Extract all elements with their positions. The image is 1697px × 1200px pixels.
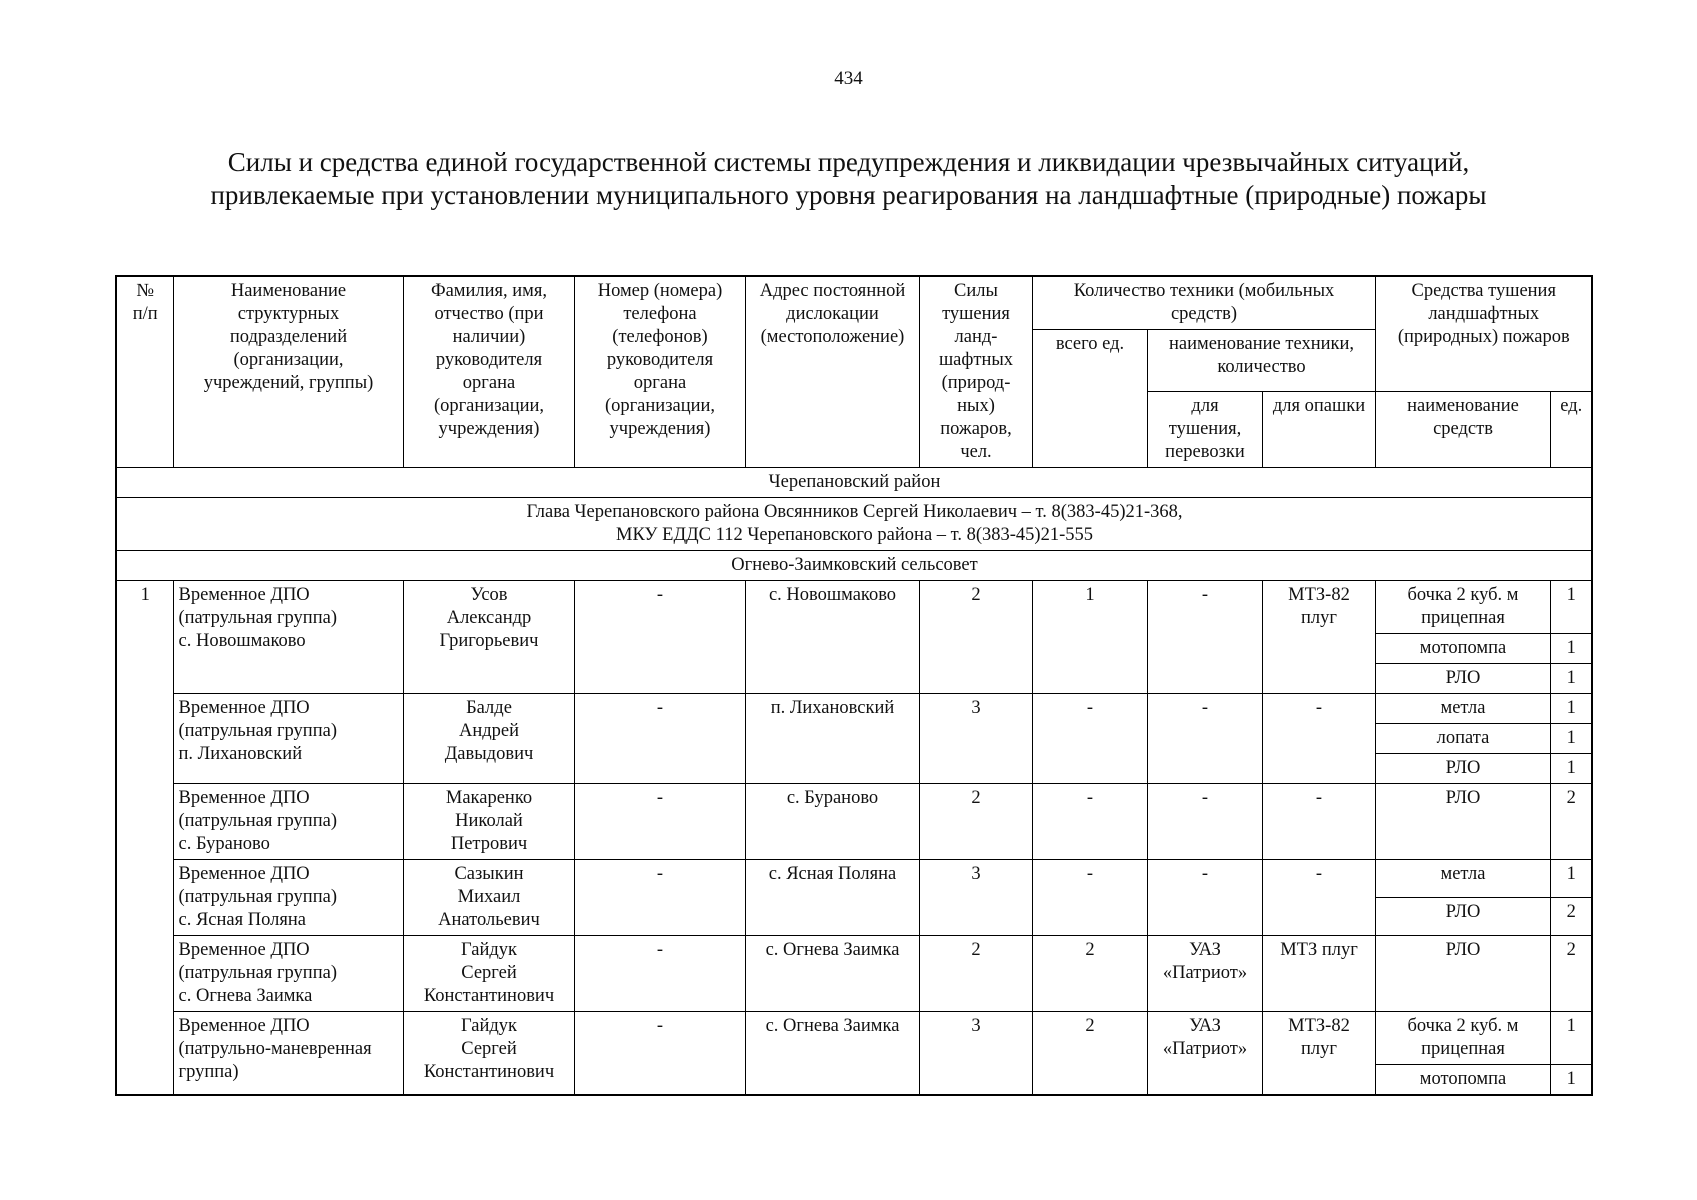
- header-units: ед.: [1550, 392, 1592, 468]
- table-row: [116, 1012, 1592, 1065]
- forces-count: 2: [919, 784, 1032, 860]
- means-name: бочка 2 куб. м прицепная: [1375, 581, 1550, 634]
- table-row: [116, 694, 1592, 724]
- equipment-plowing: МТЗ-82 плуг: [1262, 1012, 1375, 1096]
- equipment-total: 2: [1032, 936, 1147, 1012]
- district-row: [116, 468, 1592, 498]
- council-row: [116, 551, 1592, 581]
- header-unit: Наименование структурных подразделений (организации, учреждений, группы): [173, 276, 403, 468]
- head-name: Усов Александр Григорьевич: [403, 581, 574, 694]
- equipment-fighting: -: [1147, 581, 1262, 694]
- unit-name: Временное ДПО (патрульная группа) п. Лихановский: [173, 694, 403, 784]
- header-for-fighting: для тушения, перевозки: [1147, 392, 1262, 468]
- means-qty: 1: [1550, 1012, 1592, 1065]
- forces-count: 3: [919, 694, 1032, 784]
- forces-count: 3: [919, 1012, 1032, 1096]
- address: с. Огнева Заимка: [745, 1012, 919, 1096]
- equipment-total: -: [1032, 694, 1147, 784]
- means-qty: 1: [1550, 724, 1592, 754]
- means-qty: 1: [1550, 860, 1592, 898]
- head-info-row: [116, 498, 1592, 551]
- means-qty: 1: [1550, 754, 1592, 784]
- head-name: Макаренко Николай Петрович: [403, 784, 574, 860]
- unit-name: Временное ДПО (патрульная группа) с. Новошмаково: [173, 581, 403, 694]
- forces-count: 2: [919, 581, 1032, 694]
- equipment-fighting: УАЗ «Патриот»: [1147, 1012, 1262, 1096]
- phone-number: -: [574, 936, 745, 1012]
- table-body: [116, 468, 1592, 1096]
- header-means-name: наименование средств: [1375, 392, 1550, 468]
- equipment-fighting: -: [1147, 860, 1262, 936]
- page-number: 434: [834, 68, 863, 89]
- council-name: Огнево-Заимковский сельсовет: [116, 551, 1592, 581]
- equipment-plowing: -: [1262, 860, 1375, 936]
- unit-name: Временное ДПО (патрульная группа) с. Ясная Поляна: [173, 860, 403, 936]
- header-total: всего ед.: [1032, 330, 1147, 468]
- head-name: Гайдук Сергей Константинович: [403, 936, 574, 1012]
- forces-table: [115, 275, 1593, 1096]
- means-name: РЛО: [1375, 936, 1550, 1012]
- unit-name: Временное ДПО (патрульная группа) с. Бураново: [173, 784, 403, 860]
- equipment-fighting: -: [1147, 694, 1262, 784]
- head-info-line-2: МКУ ЕДДС 112 Черепановского района – т. 8(383-45)21-555: [616, 525, 1093, 545]
- equipment-plowing: -: [1262, 784, 1375, 860]
- address: с. Огнева Заимка: [745, 936, 919, 1012]
- means-name: РЛО: [1375, 664, 1550, 694]
- head-name: Гайдук Сергей Константинович: [403, 1012, 574, 1096]
- means-name: РЛО: [1375, 754, 1550, 784]
- equipment-fighting: -: [1147, 784, 1262, 860]
- row-number: 1: [116, 581, 173, 1096]
- head-info-line-1: Глава Черепановского района Овсянников Сергей Николаевич – т. 8(383-45)21-368,: [526, 502, 1183, 522]
- header-head-name: Фамилия, имя, отчество (при наличии) руководителя органа (организации, учреждения): [403, 276, 574, 468]
- district-name: Черепановский район: [116, 468, 1592, 498]
- equipment-plowing: МТЗ-82 плуг: [1262, 581, 1375, 694]
- document-title: [0, 146, 1697, 212]
- means-name: РЛО: [1375, 898, 1550, 936]
- means-name: мотопомпа: [1375, 634, 1550, 664]
- means-name: метла: [1375, 694, 1550, 724]
- phone-number: -: [574, 694, 745, 784]
- header-equipment: Количество техники (мобильных средств): [1032, 276, 1375, 330]
- equipment-total: -: [1032, 860, 1147, 936]
- means-qty: 2: [1550, 936, 1592, 1012]
- means-qty: 2: [1550, 898, 1592, 936]
- equipment-plowing: -: [1262, 694, 1375, 784]
- header-row-1: [116, 276, 1592, 330]
- forces-count: 3: [919, 860, 1032, 936]
- equipment-total: -: [1032, 784, 1147, 860]
- head-info: [116, 498, 1592, 551]
- means-name: метла: [1375, 860, 1550, 898]
- means-name: РЛО: [1375, 784, 1550, 860]
- table-row: [116, 860, 1592, 898]
- means-qty: 1: [1550, 694, 1592, 724]
- table-row: [116, 581, 1592, 634]
- table-row: [116, 784, 1592, 860]
- equipment-fighting: УАЗ «Патриот»: [1147, 936, 1262, 1012]
- phone-number: -: [574, 1012, 745, 1096]
- address: с. Ясная Поляна: [745, 860, 919, 936]
- header-forces: Силы тушения ланд- шафтных (природ- ных) пожаров, чел.: [919, 276, 1032, 468]
- unit-name: Временное ДПО (патрульно-маневренная группа): [173, 1012, 403, 1096]
- header-equipment-names: наименование техники, количество: [1147, 330, 1375, 392]
- title-line-2: привлекаемые при установлении муниципального уровня реагирования на ландшафтные (природные) пожары: [210, 180, 1487, 210]
- means-name: бочка 2 куб. м прицепная: [1375, 1012, 1550, 1065]
- means-name: лопата: [1375, 724, 1550, 754]
- header-address: Адрес постоянной дислокации (местоположение): [745, 276, 919, 468]
- header-means: Средства тушения ландшафтных (природных) пожаров: [1375, 276, 1592, 392]
- means-qty: 1: [1550, 634, 1592, 664]
- equipment-total: 1: [1032, 581, 1147, 694]
- head-name: Балде Андрей Давыдович: [403, 694, 574, 784]
- address: с. Бураново: [745, 784, 919, 860]
- phone-number: -: [574, 784, 745, 860]
- unit-name: Временное ДПО (патрульная группа) с. Огнева Заимка: [173, 936, 403, 1012]
- address: с. Новошмаково: [745, 581, 919, 694]
- means-qty: 2: [1550, 784, 1592, 860]
- equipment-plowing: МТЗ плуг: [1262, 936, 1375, 1012]
- phone-number: -: [574, 860, 745, 936]
- table-row: [116, 936, 1592, 1012]
- means-name: мотопомпа: [1375, 1065, 1550, 1096]
- header-num: № п/п: [116, 276, 173, 468]
- header-for-plowing: для опашки: [1262, 392, 1375, 468]
- means-qty: 1: [1550, 1065, 1592, 1096]
- address: п. Лихановский: [745, 694, 919, 784]
- head-name: Сазыкин Михаил Анатольевич: [403, 860, 574, 936]
- title-line-1: Силы и средства единой государственной системы предупреждения и ликвидации чрезвычайных ситуаций,: [227, 147, 1470, 177]
- forces-count: 2: [919, 936, 1032, 1012]
- means-qty: 1: [1550, 581, 1592, 634]
- phone-number: -: [574, 581, 745, 694]
- header-phone: Номер (номера) телефона (телефонов) руководителя органа (организации, учреждения): [574, 276, 745, 468]
- equipment-total: 2: [1032, 1012, 1147, 1096]
- means-qty: 1: [1550, 664, 1592, 694]
